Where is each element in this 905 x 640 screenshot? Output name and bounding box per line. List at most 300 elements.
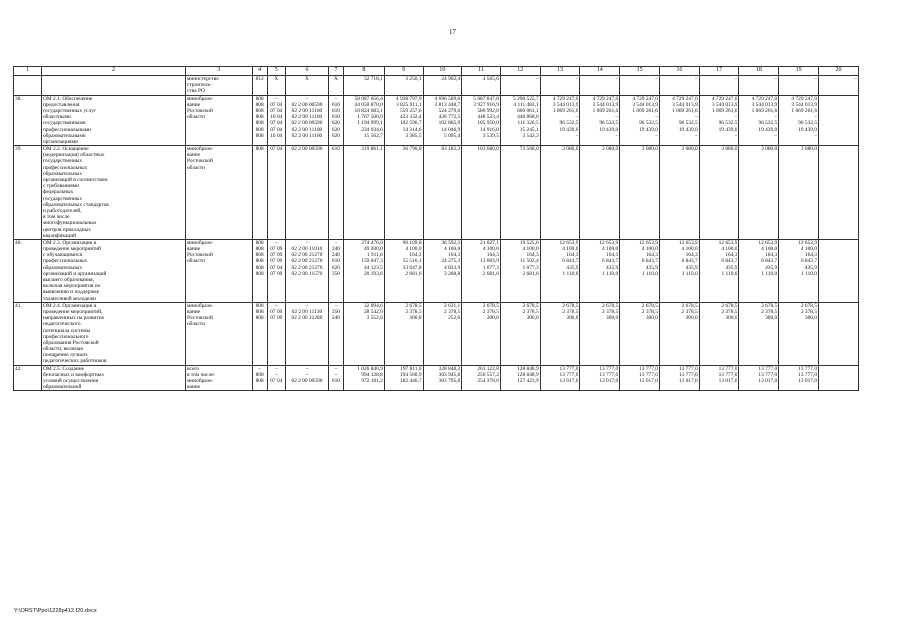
target-article-code: – [305,371,309,378]
amount-value: 435,9 [765,264,778,271]
amount-cell [384,95,423,146]
amount-cell [699,239,739,302]
amount-cell [620,76,660,96]
amount-value: 4 729 247,0 [672,95,698,102]
measure-name-line: образовательных стандартов [42,201,109,208]
amount-value: – [575,132,579,139]
amount-cell [659,95,699,146]
amount-value: 436 772,5 [438,114,461,121]
amount-value: 19 439,0 [599,126,619,133]
measure-name-cell [41,365,185,391]
amount-value: – [695,114,698,121]
amount-value: – [615,114,619,121]
amount-value: 127 423,9 [517,378,539,384]
amount-value: 19 525,6 [519,239,539,246]
amount-value: 164,3 [409,252,422,259]
grbs-code: 808 [255,146,264,153]
amount-cell [423,239,462,302]
grbs-code: 808 [255,308,264,315]
amount-value: 4 729 247,0 [552,95,579,102]
amount-value: 12 653,9 [798,239,818,246]
amount-value [820,378,857,384]
amount-value: 300,0 [606,315,619,322]
amount-value [820,146,857,152]
target-article-code: 02 2 00 21270 [291,264,323,271]
amount-cell [462,302,501,365]
target-article-code: – [305,95,309,102]
amount-value: 33 647,8 [402,264,422,271]
amount-value: 1 110,0 [681,270,698,277]
amount-value: 15 245,1 [519,126,539,133]
amount-value: 2 378,5 [405,308,422,315]
section-code: 07 04 [270,264,283,271]
amount-value: 44 050 870,0 [354,101,383,108]
amount-value: 96 532,5 [798,120,818,127]
amount-cell [343,239,384,302]
amount-value: 3 080,0 [800,146,818,153]
expense-type-code: 240 [331,252,340,259]
amount-value: 2 378,5 [602,308,619,315]
executor-line: Ростовской [186,158,213,165]
section-code: 07 04 [270,126,283,133]
column-number-6: 6 [285,67,328,76]
amount-value: 13 777,0 [718,365,738,372]
amount-cell [423,146,462,240]
target-article-code: 02 2 00 11010 [291,246,323,253]
amount-value: 448 868,6 [517,114,539,121]
amount-cell [500,76,540,96]
amount-cell [343,76,384,96]
amount-cell [462,146,501,240]
column-number-20: 20 [819,67,859,76]
target-article-code: – [305,302,309,309]
amount-value: – [734,114,738,121]
amount-value: 2 678,5 [522,302,539,309]
amount-value: 13 017,0 [559,378,579,384]
amount-value: 3 250,1 [405,76,422,82]
amount-value: 3 544 013,9 [552,101,579,108]
amount-cell [343,365,384,391]
grbs-code: 808 [255,95,264,102]
amount-value: 1 026 846,9 [357,365,383,372]
amount-value: 4 100,0 [681,246,698,253]
amount-value [820,133,857,139]
grbs-code: 808 [255,114,264,121]
amount-value: 3 385,5 [405,132,422,139]
executor-cell [185,302,252,365]
amount-value: 13 777,0 [559,371,579,378]
amount-value: 13 017,0 [599,378,619,384]
amount-value: 300,0 [804,315,818,322]
amount-value: 3 542,3 [522,132,539,139]
amount-value: 2 378,5 [444,308,461,315]
section-code: 07 09 [270,308,283,315]
executor-line: области [186,321,206,328]
amount-value: 111 326,5 [517,120,539,127]
amount-cell [462,239,501,302]
expense-type-code: 610 [331,101,340,108]
target-article-code: – [305,239,309,246]
amount-value: 13 017,0 [678,378,698,384]
expense-type-code: 240 [331,315,340,322]
amount-cell [500,146,540,240]
amount-value: 300,0 [685,315,698,322]
section-code: Х [274,76,279,82]
amount-value: 1 069 261,6 [711,107,738,114]
target-article-code: 02 2 00 00590 [291,378,323,384]
amount-value: 32 094,6 [363,302,383,309]
measure-name-line: профессиональных [42,164,88,171]
amount-value: 1 110,0 [801,270,818,277]
target-article-code: 02 2 00 11100 [291,114,323,121]
amount-value: 1 767 506,9 [357,114,383,121]
executor-line: Ростовской [186,315,213,322]
amount-value: 128 848,9 [517,365,539,372]
amount-value: 2 378,5 [522,308,539,315]
section-code: 07 09 [270,258,283,265]
amount-cell [819,239,859,302]
amount-value: 448 533,4 [477,114,499,121]
amount-value: 2 631,1 [444,302,461,309]
amount-value: 1 077,3 [522,264,539,271]
amount-value: 300,0 [765,315,778,322]
grbs-code: 808 [255,264,264,271]
amount-cell [739,302,779,365]
amount-value: 13 777,0 [758,365,778,372]
grbs-code: 808 [255,252,264,259]
executor-line: вание [186,308,201,315]
amount-value: 15 562,7 [363,132,383,139]
measure-name-line: педагогического [42,321,81,328]
measure-name-line: государственных [42,158,83,165]
amount-cell [423,302,462,365]
amount-cell [500,95,540,146]
amount-value: 13 777,0 [599,371,619,378]
amount-cell [699,76,739,96]
amount-value: 10 824 683,1 [354,107,383,114]
amount-value: 44 123,5 [363,264,383,271]
amount-cell [699,365,739,391]
target-article-code: 02 2 00 11570 [291,270,323,277]
amount-value: 19 439,0 [758,126,778,133]
amount-value: – [814,114,818,121]
section-code: 07 04 [270,120,283,127]
expense-type-code: 610 [331,258,340,265]
amount-value: 300,0 [645,315,658,322]
amount-cell [739,146,779,240]
column-number-14: 14 [580,67,620,76]
target-article-code: 02 2 00 00590 [291,146,323,153]
amount-value: 4 729 247,0 [751,95,778,102]
grbs-code: 808 [255,101,264,108]
amount-value: 435,9 [566,264,579,271]
amount-value: 96 532,5 [639,120,658,127]
grbs-code-cell [252,365,267,391]
section-code: 07 04 [270,107,283,114]
amount-value: – [774,132,778,139]
amount-value: 4 100,0 [405,246,422,253]
table-row [14,76,859,96]
amount-value: 96 532,5 [718,120,738,127]
amount-value: 4 729 247,0 [711,95,738,102]
budget-table-wrapper [13,66,859,611]
amount-value: 159 047,3 [361,258,383,265]
amount-value: 4 111 482,1 [513,101,539,108]
amount-cell [659,146,699,240]
expense-type-code: 620 [331,120,340,127]
amount-cell [779,95,819,146]
executor-line: минобразо- [186,378,214,384]
executor-cell [185,76,252,96]
executor-line: минобразо- [186,302,214,309]
amount-value: 600 061,1 [517,107,539,114]
amount-cell [580,302,620,365]
amount-cell [739,76,779,96]
amount-value: 3 544 013,9 [791,101,818,108]
amount-value: 83 182,3 [441,146,461,153]
amount-value: 1 110,0 [562,270,579,277]
expense-type-code: 350 [331,270,340,277]
target-article-code: 02 2 00 21270 [291,258,323,265]
amount-value: 2 678,5 [405,302,422,309]
measure-name-line: образовательных [42,264,83,271]
amount-value: 994 128,8 [361,371,383,378]
amount-value: 101 680,0 [477,146,499,153]
amount-value: 3 539,5 [482,132,499,139]
expense-type-code: 620 [331,132,340,139]
amount-value: 164,3 [566,252,579,259]
amount-value: 32 718,1 [363,76,383,82]
executor-line: области [186,258,206,265]
target-article-code: 02 2 00 00590 [291,120,323,127]
expense-type-code: 610 [331,146,340,153]
measure-name-line: ОМ 2.3. Организация и [42,239,97,246]
amount-value: 164,3 [685,252,698,259]
grbs-code-cell [252,95,267,146]
amount-cell [500,239,540,302]
amount-value: 6 843,7 [641,258,658,265]
amount-value: 164,3 [486,252,499,259]
amount-value: 559 257,6 [399,107,422,114]
measure-name-line: областными [42,114,71,121]
amount-value: 11 502,4 [519,258,539,265]
amount-value: 303 795,8 [438,378,461,384]
amount-value: 13 777,0 [678,371,698,378]
amount-cell [620,239,660,302]
amount-value: 328 848,2 [438,365,461,372]
target-article-code: 02 2 00 11100 [291,126,323,133]
grbs-code: 808 [255,120,264,127]
expense-type-code-cell [328,95,343,146]
measure-name-line: педагогических работников [42,358,107,365]
grbs-code: 808 [255,302,264,309]
amount-value: 13 777,0 [758,371,778,378]
amount-cell [384,365,423,391]
section-code: – [274,365,278,372]
column-number-12: 12 [500,67,540,76]
page-number: 17 [449,28,456,36]
amount-cell [779,146,819,240]
amount-cell [384,239,423,302]
amount-value: 435,9 [685,264,698,271]
measure-name-line: условий осуществления [42,378,99,384]
amount-value: 1 194 999,1 [357,120,383,127]
amount-value: 12 653,9 [639,239,658,246]
section-code: – [274,239,278,246]
expense-type-code: 620 [331,264,340,271]
measure-name-line: многофункциональных [42,220,97,227]
measure-name-line: образования Ростовской [42,339,99,346]
amount-cell [343,302,384,365]
amount-value: 2 678,5 [562,302,579,309]
measure-name-line: ОМ 2.2. Оснащение [42,146,89,153]
amount-cell [540,76,580,96]
column-number-13: 13 [540,67,580,76]
expense-type-code: – [334,371,338,378]
amount-value: 13 017,0 [639,378,658,384]
amount-value: 105 950,0 [477,120,499,127]
target-article-code: 02 2 00 21280 [291,315,323,322]
budget-table [13,66,859,391]
executor-line: всего [186,365,200,372]
amount-value: 13 777,0 [678,365,698,372]
amount-cell [699,302,739,365]
amount-value: 1 069 261,6 [632,107,658,114]
measure-name-line: образовательных [42,170,83,177]
amount-value: 3 080,0 [681,146,698,153]
amount-value: 164,3 [645,252,658,259]
section-code: 07 09 [270,270,283,277]
amount-value: – [774,76,778,82]
section-code: – [274,302,278,309]
amount-value: 6 843,7 [800,258,818,265]
expense-type-code-cell [328,76,343,96]
row-number-cell: 39. [14,146,42,240]
amount-cell [659,365,699,391]
amount-value: 2 678,5 [681,302,698,309]
amount-value: 1 069 261,6 [592,107,619,114]
amount-value: 1 069 261,6 [791,107,818,114]
amount-cell [462,76,501,96]
measure-name-line: с требованиями [42,183,80,190]
executor-line: области [186,164,206,171]
amount-value: – [734,132,738,139]
amount-value: 3 544 013,9 [632,101,658,108]
measure-name-line: образовательной [42,384,82,391]
amount-value [820,315,857,321]
section-code: 07 09 [270,315,283,322]
amount-value: 256 557,2 [477,371,499,378]
row-number-cell: 40. [14,239,42,302]
amount-value: 36 790,8 [402,146,422,153]
measure-name-line: образовательными [42,132,86,139]
amount-value: 13 777,0 [639,365,658,372]
measure-name-line: поощрение лучших [42,352,88,359]
expense-type-code: 610 [331,107,340,114]
measure-name-line: квалификаций [42,232,77,239]
column-number-9: 9 [384,67,423,76]
amount-cell [819,146,859,240]
amount-value: 3 080,0 [641,146,658,153]
column-number-4: 4 [252,67,267,76]
grbs-code-cell [252,146,267,240]
column-number-5: 5 [267,67,285,76]
target-article-code: – [305,365,309,372]
section-code: 10 04 [270,114,283,121]
amount-cell [384,76,423,96]
amount-value: 197 811,0 [400,365,422,372]
amount-cell [580,95,620,146]
measure-name-line: профессиональных [42,258,88,265]
amount-value: 21 027,1 [480,239,499,246]
measure-name-line: ОМ 2.1. Обеспечение [42,95,93,102]
amount-value: 1 110,0 [721,270,738,277]
executor-line: вание [186,246,201,253]
measure-name-line: с обучающимися [42,252,82,259]
executor-line: Ростовской [186,252,213,259]
amount-value: 524 279,6 [438,107,461,114]
amount-value: 3 552,6 [366,315,383,322]
amount-value: 164,3 [448,252,461,259]
amount-cell [540,239,580,302]
amount-value: 2 681,6 [522,270,539,277]
target-article-code-cell [285,146,328,240]
column-number-3: 3 [185,67,252,76]
amount-cell [384,146,423,240]
measure-name-line: и работодателей, [42,207,82,214]
amount-value: 14 314,6 [402,126,422,133]
amount-value: 164,3 [804,252,818,259]
measure-name-line: центров прикладных [42,226,91,233]
target-article-code: 02 2 00 11100 [291,132,323,139]
grbs-code: 808 [255,315,264,322]
table-row [14,302,859,365]
amount-value: 2 378,5 [761,308,778,315]
amount-value: 3 080,0 [562,146,579,153]
amount-value: 2 378,5 [721,308,738,315]
measure-name-line: включая мероприятия по [42,283,101,290]
expense-type-code: 610 [331,114,340,121]
amount-cell [580,365,620,391]
amount-cell [779,76,819,96]
section-code: 07 04 [270,101,283,108]
amount-value: 1 110,0 [602,270,619,277]
measure-name-line: организаций и организаций [42,270,107,277]
amount-value: 433 332,4 [399,114,422,121]
grbs-code: 808 [255,107,264,114]
amount-value: 2 678,5 [602,302,619,309]
measure-name-line: организаций в соответствии [42,177,108,183]
row-number-cell: 42. [14,365,42,391]
measure-name-line: государственными [42,120,86,127]
amount-value: 435,9 [606,264,619,271]
amount-value: 13 017,0 [798,378,818,384]
section-code: 07 09 [270,246,283,253]
amount-value: 19 439,0 [678,126,698,133]
amount-value: – [615,76,619,82]
table-row [14,95,859,146]
measure-name-line: государственных услуг [42,107,97,114]
measure-name-line: в том числе [42,214,70,221]
expense-type-code: – [334,302,338,309]
amount-value: – [615,132,619,139]
amount-value: 58 087 656,4 [354,95,383,102]
amount-value: 182 446,7 [399,378,422,384]
amount-value: – [814,132,818,139]
amount-value: 6 843,7 [681,258,698,265]
column-number-7: 7 [328,67,343,76]
amount-cell [580,239,620,302]
